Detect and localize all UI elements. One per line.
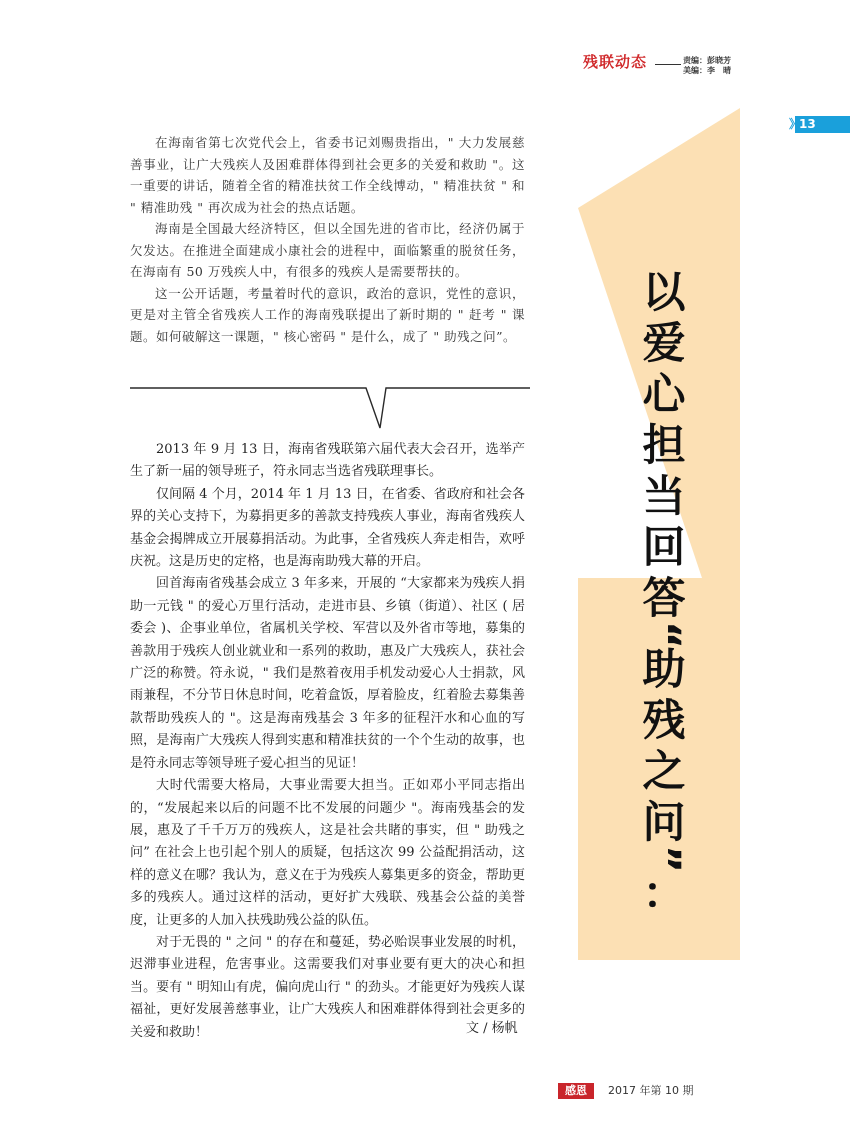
intro-paragraph: 海南是全国最大经济特区，但以全国先进的省市比，经济仍属于欠发达。在推进全面建成小康社会的进程中，面临繁重的脱贫任务，在海南有 50 万残疾人中，有很多的残疾人是需要帮扶的。 xyxy=(130,221,525,279)
headline-char: 助 xyxy=(642,645,686,695)
speech-bubble-tail xyxy=(130,380,530,430)
section-title: 残联动态 xyxy=(583,53,648,71)
headline-char: 爱 xyxy=(642,319,686,369)
article-author: 文 / 杨帆 xyxy=(466,1021,518,1036)
article-body xyxy=(130,439,525,1044)
headline-char: 残 xyxy=(642,696,686,746)
body-paragraph: 仅间隔 4 个月，2014 年 1 月 13 日，在省委、省政府和社会各界的关心支持下，为募捐更多的善款支持残疾人事业，海南省残疾人基金会揭牌成立开展募捐活动。为此事，全省残疾人奔走相告，欢呼庆祝。这是历史的定格，也是海南助残大幕的开启。 xyxy=(130,486,525,570)
headline-char: 心 xyxy=(642,370,686,420)
intro-paragraph: 在海南省第七次党代会上，省委书记刘赐贵指出，" 大力发展慈善事业，让广大残疾人及困难群体得到社会更多的关爱和救助 "。这一重要的讲话，随着全省的精准扶贫工作全线博动，" 精准扶贫 " 和 " 精准助残 " 再次成为社会的热点话题。 xyxy=(130,135,525,215)
headline-close-quote: ” xyxy=(639,844,689,874)
body-paragraph: 2013 年 9 月 13 日，海南省残联第六届代表大会召开，选举产生了新一届的领导班子，符永同志当选省残联理事长。 xyxy=(130,442,525,480)
headline-char: 担 xyxy=(642,421,686,471)
headline-char: 回 xyxy=(642,523,686,573)
double-chevron-icon: 》 xyxy=(789,117,802,131)
headline-char: 问 xyxy=(642,798,686,848)
headline-open-quote: “ xyxy=(639,620,689,650)
vertical-headline xyxy=(634,268,694,920)
headline-char: 当 xyxy=(642,472,686,522)
intro-quote xyxy=(130,132,525,347)
headline-char: 答 xyxy=(642,574,686,624)
issue-label: 2017 年第 10 期 xyxy=(608,1084,694,1097)
body-paragraph: 对于无畏的 " 之问 " 的存在和蔓延，势必贻误事业发展的时机，迟滞事业进程，危害事业。这需要我们对事业要有更大的决心和担当。要有 " 明知山有虎，偏向虎山行 " 的劲头。才能更好为残疾人谋福祉，更好发展善慈事业，让广大残疾人和困难群体得到社会更多的关爱和救助！ xyxy=(130,934,525,1040)
headline-colon: ： xyxy=(642,869,686,919)
headline-char: 以 xyxy=(642,268,686,318)
body-paragraph: 大时代需要大格局，大事业需要大担当。正如邓小平同志指出的，“发展起来以后的问题不比不发展的问题少 "。海南残基会的发展，惠及了千千万万的残疾人，这是社会共睹的事实，但 " 助残之问” 在社会上也引起个别人的质疑，包括这次 99 公益配捐活动，这样的意义在哪？我认为，意义在于为残疾人募集更多的资金，帮助更多的残疾人。通过这样的活动，更好扩大残联、残基会公益的美誉度，让更多的人加入扶残助残公益的队伍。 xyxy=(130,778,525,928)
magazine-logo: 感恩 xyxy=(558,1083,594,1099)
editor-credit: 责编：彭晓芳 xyxy=(683,56,731,65)
designer-credit: 美编：李 晴 xyxy=(683,66,731,75)
headline-char: 之 xyxy=(642,747,686,797)
intro-paragraph: 这一公开话题，考量着时代的意识，政治的意识，党性的意识，更是对主管全省残疾人工作的海南残联提出了新时期的 " 赶考 " 课题。如何破解这一课题，" 核心密码 " 是什么，成了 " 助残之问”。 xyxy=(130,285,525,344)
page-number: 13 xyxy=(799,117,816,131)
body-paragraph: 回首海南省残基会成立 3 年多来，开展的 “大家都来为残疾人捐助一元钱 " 的爱心万里行活动，走进市县、乡镇（街道）、社区 ( 居委会 )、企事业单位，省属机关学校、军营以及外省市等地，募集的善款用于残疾人创业就业和一系列的救助，惠及广大残疾人，获社会广泛的称赞。符永说，" 我们是熬着夜用手机发动爱心人士捐款，风雨兼程，不分节日休息时间，吃着盒饭，厚着脸皮，红着脸去募集善款帮助残疾人的 "。这是海南残基会 3 年多的征程汗水和心血的写照，是海南广大残疾人得到实惠和精准扶贫的一个个生动的故事，也是符永同志等领导班子爱心担当的见证！ xyxy=(130,576,525,771)
header-divider xyxy=(655,64,681,65)
header-credits xyxy=(683,56,731,76)
